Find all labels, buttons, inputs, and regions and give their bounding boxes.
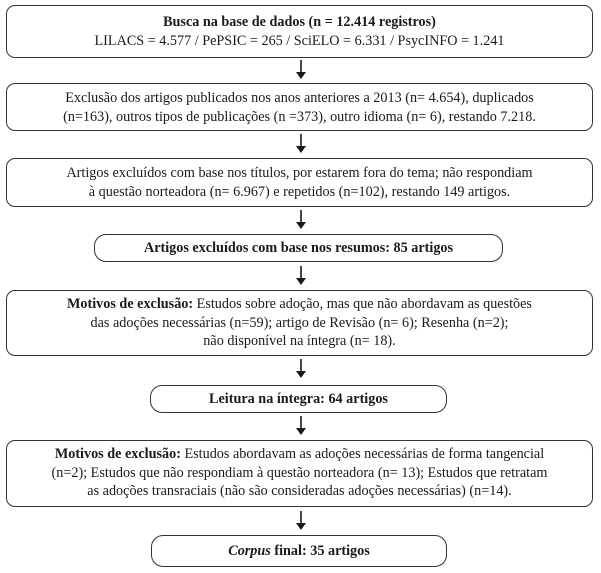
year-exclusion-line-1: Exclusão dos artigos publicados nos anos anteriores a 2013 (n= 4.654), duplicados [65, 90, 534, 106]
exclusion-reasons-2-line-1: Estudos abordavam as adoções necessárias de forma tangencial [180, 446, 545, 462]
flow-box-title-exclusion [6, 158, 593, 207]
exclusion-reasons-label: Motivos de exclusão: [54, 446, 181, 462]
exclusion-reasons-line-2: das adoções necessárias (n=59); artigo de Revisão (n= 6); Resenha (n=2); [90, 314, 509, 331]
exclusion-reasons-2-line-3: as adoções transraciais (não são consideradas adoções necessárias) (n=14). [87, 483, 512, 499]
flow-box-year-exclusion [6, 83, 593, 131]
title-exclusion-line-1: Artigos excluídos com base nos títulos, por estarem fora do tema; não respondiam [66, 165, 533, 181]
flow-box-exclusion-reasons-2 [6, 440, 593, 507]
flow-box-final-corpus [151, 535, 447, 567]
exclusion-reasons-2-line-2: (n=2); Estudos que não respondiam à questão norteadora (n= 13); Estudos que retratam [51, 464, 548, 481]
year-exclusion-line-2: (n=163), outros tipos de publicações (n =373), outro idioma (n= 6), restando 7.218. [63, 108, 536, 125]
title-exclusion-line-2: à questão norteadora (n= 6.967) e repetidos (n=102), restando 149 artigos. [88, 183, 511, 200]
arrow-down-icon [292, 359, 310, 379]
flow-box-search [6, 5, 593, 58]
search-databases: LILACS = 4.577 / PePSIC = 265 / SciELO = 6.331 / PsycINFO = 1.241 [94, 32, 505, 49]
corpus-word: Corpus [228, 542, 271, 559]
arrow-down-icon [292, 511, 310, 531]
arrow-down-icon [292, 134, 310, 154]
search-title: Busca na base de dados (n = 12.414 registros) [163, 14, 436, 30]
arrow-down-icon [292, 416, 310, 436]
arrow-down-icon [292, 266, 310, 286]
full-reading-text: Leitura na íntegra: 64 artigos [209, 390, 388, 407]
flow-box-exclusion-reasons-1 [6, 290, 593, 356]
abstract-exclusion-text: Artigos excluídos com base nos resumos: 85 artigos [143, 239, 454, 256]
arrow-down-icon [292, 210, 310, 230]
arrow-down-icon [292, 60, 310, 80]
final-corpus-text: final: 35 artigos [270, 542, 370, 559]
exclusion-reasons-label: Motivos de exclusão: [67, 296, 194, 312]
flow-box-full-reading [150, 385, 447, 413]
exclusion-reasons-line-3: não disponível na íntegra (n= 18). [203, 333, 396, 349]
flow-box-abstract-exclusion [94, 234, 503, 262]
exclusion-reasons-line-1: Estudos sobre adoção, mas que não abordavam as questões [193, 296, 532, 312]
